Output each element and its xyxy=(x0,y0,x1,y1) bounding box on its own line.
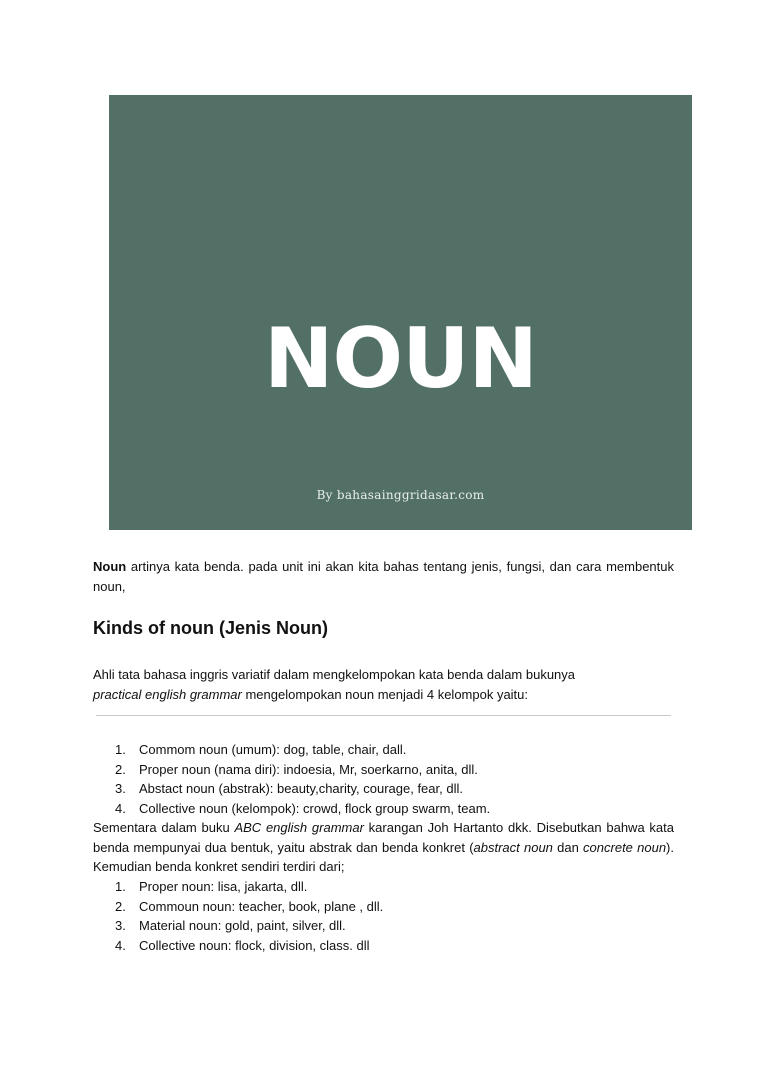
list-item xyxy=(93,877,674,897)
term-abstract-noun: abstract noun xyxy=(473,839,553,855)
grammar-rest: mengelompokan noun menjadi 4 kelompok yaitu: xyxy=(241,686,529,702)
list-item xyxy=(93,779,674,799)
list-item-number: 2. xyxy=(115,898,126,914)
list-item-number: 2. xyxy=(115,761,126,777)
list-item-number: 3. xyxy=(115,918,126,933)
noun-kinds-list xyxy=(93,740,674,818)
term-concrete-noun: concrete noun xyxy=(583,839,667,855)
list-item-text: Abstact noun (abstrak): beauty,charity, courage, fear, dll. xyxy=(139,781,463,796)
list-item-text: Commom noun (umum): dog, table, chair, dall. xyxy=(139,742,407,757)
section-heading: Kinds of noun (Jenis Noun) xyxy=(93,618,328,638)
list-item-text: Proper noun: lisa, jakarta, dll. xyxy=(139,879,308,894)
abc-part2: karangan Joh Hartanto dkk. Disebutkan bahwa kata benda mempunyai dua bentuk, yaitu abstrak dan benda konkret ( xyxy=(93,820,675,855)
grammar-line1: Ahli tata bahasa inggris variatif dalam mengkelompokan kata benda dalam bukunya xyxy=(93,667,576,682)
abc-grammar-paragraph xyxy=(93,818,674,877)
hero-banner xyxy=(109,95,692,530)
hero-title: NOUN xyxy=(264,310,537,407)
list-item-number: 1. xyxy=(115,742,126,757)
list-item-text: Commoun noun: teacher, book, plane , dll. xyxy=(139,898,384,914)
list-item-number: 4. xyxy=(115,800,126,816)
intro-bold-term: Noun xyxy=(93,559,127,574)
list-item-text: Material noun: gold, paint, silver, dll. xyxy=(139,918,346,933)
list-item xyxy=(93,936,674,956)
list-item-number: 1. xyxy=(115,879,126,894)
list-item xyxy=(93,897,674,917)
abc-part3: dan xyxy=(552,839,584,855)
book-title-abc: ABC english grammar xyxy=(234,820,364,835)
list-item xyxy=(93,760,674,780)
list-item-text: Proper noun (nama diri): indoesia, Mr, soerkarno, anita, dll. xyxy=(139,761,478,777)
list-item xyxy=(93,799,674,819)
list-item xyxy=(93,740,674,760)
concrete-noun-list xyxy=(93,877,674,955)
abc-part1: Sementara dalam buku xyxy=(93,820,235,835)
grammar-paragraph xyxy=(93,665,674,704)
intro-text: artinya kata benda. pada unit ini akan kita bahas tentang jenis, fungsi, dan cara membentuk noun, xyxy=(93,559,674,594)
intro-paragraph xyxy=(93,557,674,596)
horizontal-divider xyxy=(96,715,671,716)
list-item xyxy=(93,916,674,936)
list-item-number: 4. xyxy=(115,937,126,953)
list-item-text: Collective noun: flock, division, class. dll xyxy=(139,937,370,953)
abc-part4: ). Kemudian benda konkret sendiri terdiri dari; xyxy=(93,839,674,874)
list-item-text: Collective noun (kelompok): crowd, flock group swarm, team. xyxy=(139,800,491,816)
hero-byline: By bahasainggridasar.com xyxy=(316,488,485,502)
list-item-number: 3. xyxy=(115,781,126,796)
book-title-practical: practical english grammar xyxy=(93,686,242,702)
